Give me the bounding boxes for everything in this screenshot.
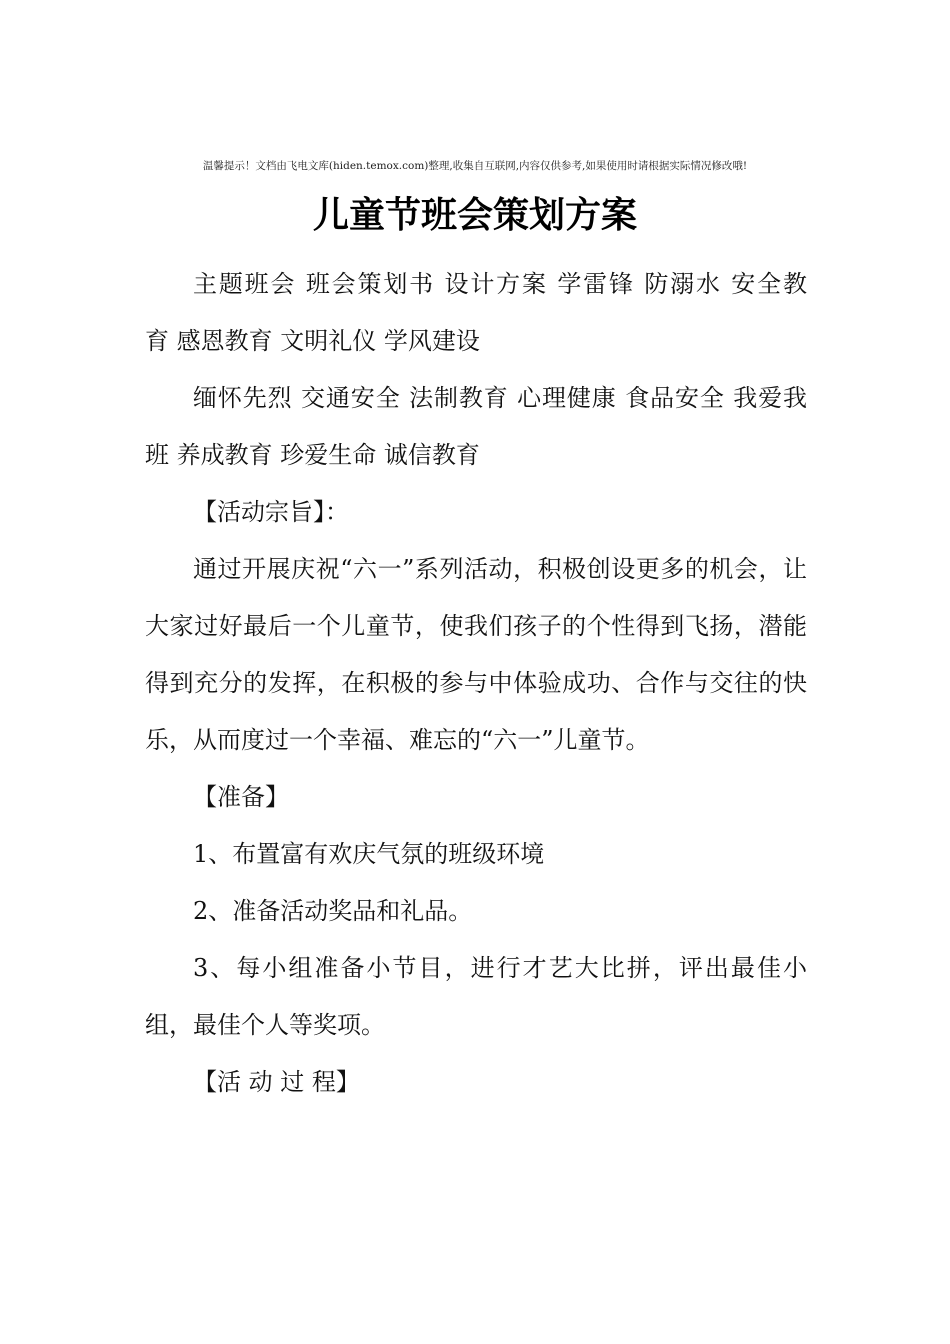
process-heading: 【活 动 过 程】 (193, 1068, 360, 1096)
tag: 文明礼仪 (280, 327, 377, 355)
header-notice: 温馨提示！文档由飞电文库(hiden.temox.com)整理,收集自互联网,内容仅供参考,如果使用时请根据实际情况修改哦! (202, 160, 748, 172)
purpose-heading: 【活动宗旨】： (193, 498, 349, 526)
tag: 诚信教育 (383, 441, 480, 469)
tag: 法制教育 (409, 384, 509, 412)
tag: 我爱我班 (145, 384, 807, 469)
document-body (145, 256, 807, 1111)
tag: 设计方案 (444, 270, 548, 298)
tag: 养成教育 (176, 441, 273, 469)
tag: 主题班会 (193, 270, 297, 298)
prep-item: 1、布置富有欢庆气氛的班级环境 (193, 840, 545, 868)
tag: 交通安全 (301, 384, 401, 412)
prep-heading: 【准备】 (193, 783, 289, 811)
tag: 缅怀先烈 (193, 384, 293, 412)
tag: 班会策划书 (305, 270, 436, 298)
tag: 安全教育 (145, 270, 807, 355)
tag: 防溺水 (644, 270, 722, 298)
prep-item: 2、准备活动奖品和礼品。 (193, 897, 473, 925)
tag: 心理健康 (517, 384, 617, 412)
tag-group-1 (145, 256, 807, 370)
tag: 食品安全 (625, 384, 725, 412)
document-title: 儿童节班会策划方案 (312, 194, 637, 236)
tag: 珍爱生命 (280, 441, 377, 469)
purpose-text: 通过开展庆祝“六一”系列活动，积极创设更多的机会，让大家过好最后一个儿童节，使我们孩子的个性得到飞扬，潜能得到充分的发挥，在积极的参与中体验成功、合作与交往的快乐，从而度过一个幸福、难忘的“六一”儿童节。 (145, 555, 807, 754)
tag: 感恩教育 (176, 327, 273, 355)
prep-item: 3、每小组准备小节目，进行才艺大比拼，评出最佳小组，最佳个人等奖项。 (145, 954, 807, 1039)
tag: 学雷锋 (557, 270, 635, 298)
tag: 学风建设 (383, 327, 480, 355)
tag-group-2 (145, 370, 807, 484)
